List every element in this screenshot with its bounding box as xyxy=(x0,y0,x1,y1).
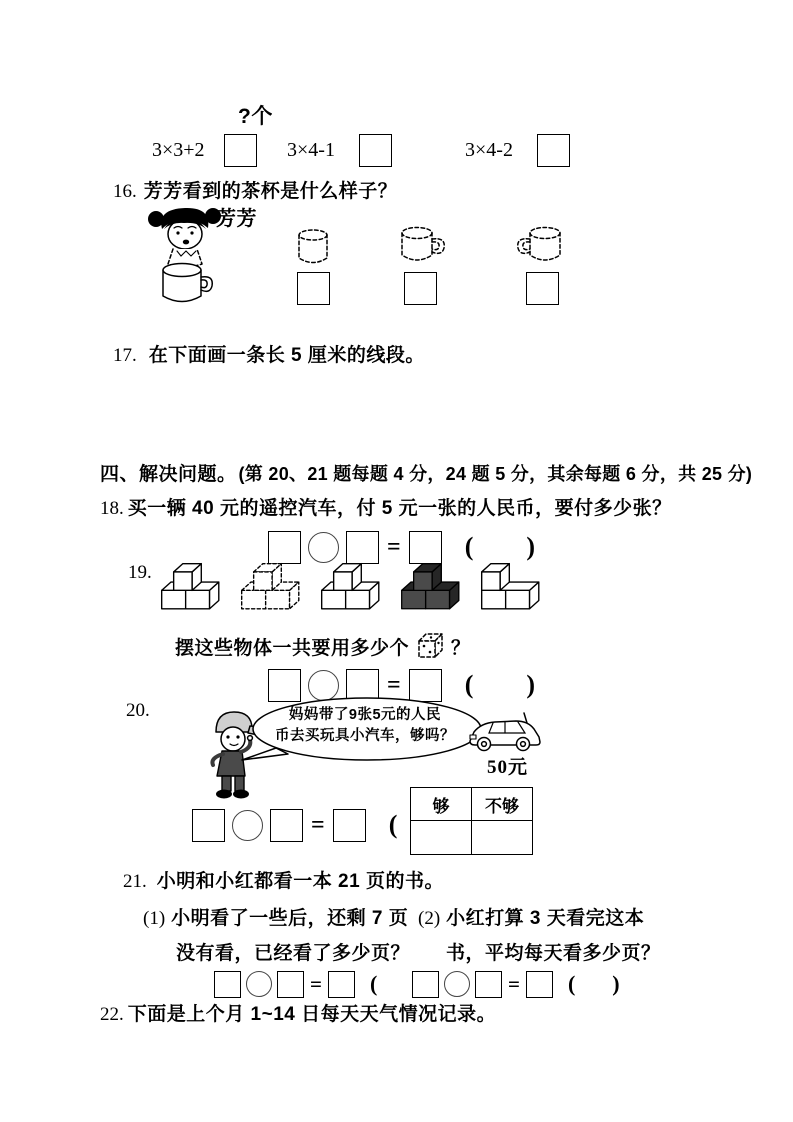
part-label: (2) xyxy=(418,908,441,929)
section-score-note: (第 20、21 题每题 4 分，24 题 5 分，其余每题 6 分，共 25 分) xyxy=(238,464,753,484)
question-21-part2-line2: 书，平均每天看多少页？ xyxy=(446,943,661,964)
question-21-part2-line1 xyxy=(418,903,644,930)
paren-close: ) xyxy=(612,971,620,996)
cube-block-figures xyxy=(158,551,548,615)
answer-box[interactable] xyxy=(328,971,355,998)
paren-open: ( xyxy=(464,532,474,561)
expression-item-3 xyxy=(465,134,570,167)
cube-blocks-icon xyxy=(158,551,228,615)
equation-template-q21-part1 xyxy=(214,968,422,1000)
table-header-row xyxy=(411,788,533,821)
question-text: 在下面画一条长 5 厘米的线段。 xyxy=(148,345,425,366)
answer-cell-enough[interactable] xyxy=(411,821,472,855)
answer-cell-not-enough[interactable] xyxy=(472,821,533,855)
table-header-not-enough: 不够 xyxy=(472,788,533,821)
equals-sign: = xyxy=(387,534,401,560)
paren-close: ) xyxy=(526,670,536,699)
paren-close: ) xyxy=(526,532,536,561)
cup-handle-left-icon xyxy=(512,224,566,269)
expression-text: 3×3+2 xyxy=(152,139,205,161)
bubble-text xyxy=(266,705,464,747)
question-number: 21. xyxy=(123,871,147,892)
question-22-heading xyxy=(100,999,496,1026)
question-number: 18. xyxy=(100,498,124,519)
question-18-heading xyxy=(100,493,672,520)
equals-sign: = xyxy=(508,971,520,996)
answer-box[interactable] xyxy=(192,809,225,842)
cube-blocks-left-top-icon xyxy=(478,551,548,615)
table-header-enough: 够 xyxy=(411,788,472,821)
paren-open: ( xyxy=(369,971,378,996)
expression-item-1 xyxy=(152,134,257,167)
expression-text: 3×4-2 xyxy=(465,139,513,161)
operator-circle[interactable] xyxy=(444,971,470,997)
equals-sign: = xyxy=(387,672,401,698)
question-number: 22. xyxy=(100,1004,124,1025)
die-cube-icon xyxy=(415,631,445,661)
question-text: 买一辆 40 元的遥控汽车，付 5 元一张的人民币，要付多少张？ xyxy=(127,498,672,519)
equals-sign: = xyxy=(311,812,325,838)
speech-bubble xyxy=(236,694,486,768)
bubble-line-1: 妈妈带了9张5元的人民 xyxy=(288,707,442,723)
line-drawing-area[interactable] xyxy=(113,372,673,452)
question-text: 小明和小红都看一本 21 页的书。 xyxy=(156,871,444,892)
question-number: 17. xyxy=(113,345,137,366)
question-count-label: ?个 xyxy=(238,105,273,128)
answer-box-cup-1[interactable] xyxy=(297,272,330,305)
operator-circle[interactable] xyxy=(246,971,272,997)
operator-circle[interactable] xyxy=(232,810,263,841)
answer-box[interactable] xyxy=(214,971,241,998)
answer-box[interactable] xyxy=(270,809,303,842)
cube-blocks-shaded-icon xyxy=(398,551,468,615)
question-17-heading xyxy=(113,340,425,367)
bubble-line-2: 币去买玩具小汽车，够吗？ xyxy=(275,728,455,744)
question-number: 16. xyxy=(113,181,137,202)
answer-box-cup-3[interactable] xyxy=(526,272,559,305)
expression-item-2 xyxy=(287,134,392,167)
answer-box[interactable] xyxy=(412,971,439,998)
cup-no-handle-icon xyxy=(291,227,335,269)
car-price-label: 50元 xyxy=(487,757,529,778)
answer-box[interactable] xyxy=(526,971,553,998)
girl-name-label: 芳芳 xyxy=(216,208,257,230)
question-21-part1-line1 xyxy=(143,903,408,930)
part-text: 小红打算 3 天看完这本 xyxy=(446,908,645,929)
section-4-heading xyxy=(100,459,752,486)
question-19-text-row xyxy=(175,631,471,661)
answer-box-cup-2[interactable] xyxy=(404,272,437,305)
question-number-20: 20. xyxy=(126,700,150,721)
question-number-19: 19. xyxy=(128,562,152,583)
answer-box[interactable] xyxy=(537,134,570,167)
cube-blocks-dashed-icon xyxy=(238,551,308,615)
answer-box[interactable] xyxy=(333,809,366,842)
cube-blocks-icon xyxy=(318,551,388,615)
paren-open: ( xyxy=(567,971,576,996)
question-21-heading xyxy=(123,866,444,893)
part-text: 小明看了一些后，还剩 7 页 xyxy=(171,908,409,929)
section-title: 四、解决问题。 xyxy=(100,464,237,485)
answer-box[interactable] xyxy=(224,134,257,167)
enough-answer-table xyxy=(410,787,533,855)
table-answer-row xyxy=(411,821,533,855)
question-mark: ？ xyxy=(451,637,471,659)
question-text: 芳芳看到的茶杯是什么样子？ xyxy=(143,181,398,202)
answer-box[interactable] xyxy=(359,134,392,167)
equation-template-q21-part2 xyxy=(412,968,620,1000)
answer-box[interactable] xyxy=(277,971,304,998)
cup-handle-right-icon xyxy=(396,224,450,269)
paren-open: ( xyxy=(464,670,474,699)
question-text: 下面是上个月 1~14 日每天天气情况记录。 xyxy=(127,1004,497,1025)
paren-open: ( xyxy=(388,810,398,839)
question-21-part1-line2: 没有看，已经看了多少页？ xyxy=(176,943,411,964)
expression-text: 3×4-1 xyxy=(287,139,335,161)
question-16-heading xyxy=(113,176,397,203)
part-label: (1) xyxy=(143,908,166,929)
equals-sign: = xyxy=(310,971,322,996)
toy-car-icon xyxy=(466,709,544,755)
question-text: 摆这些物体一共要用多少个 xyxy=(175,637,410,659)
answer-box[interactable] xyxy=(475,971,502,998)
mug-handle-right-icon xyxy=(156,261,218,311)
